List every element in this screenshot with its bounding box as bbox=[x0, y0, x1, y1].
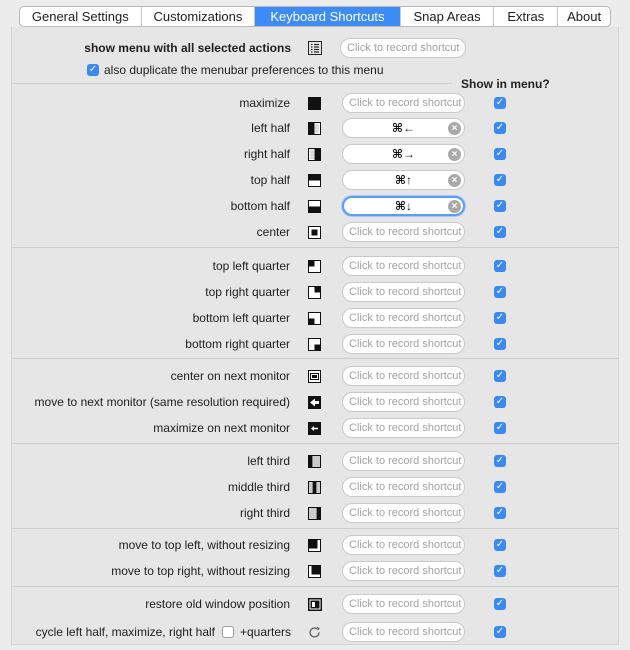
shortcut-row-move-to-top-right-without-resizing bbox=[0, 560, 630, 582]
left-third-icon bbox=[308, 455, 321, 468]
divider bbox=[12, 528, 618, 529]
shortcut-row-right-third bbox=[0, 502, 630, 524]
shortcut-keys: ⌘↓ bbox=[394, 199, 413, 213]
maximize-icon bbox=[308, 97, 321, 110]
show-in-menu-checkbox[interactable]: ✓ bbox=[495, 226, 505, 237]
action-label: left half bbox=[251, 121, 290, 135]
show-in-menu-checkbox[interactable]: ✓ bbox=[495, 481, 505, 492]
shortcut-field[interactable]: Click to record shortcut bbox=[342, 366, 465, 386]
shortcut-field[interactable]: Click to record shortcut bbox=[342, 477, 465, 497]
action-label: middle third bbox=[227, 480, 290, 494]
divider bbox=[12, 83, 452, 84]
shortcut-field-recorded[interactable] bbox=[342, 170, 465, 190]
show-in-menu-checkbox[interactable]: ✓ bbox=[495, 148, 505, 159]
right-half-icon bbox=[308, 148, 321, 161]
action-label: top half bbox=[250, 173, 290, 187]
shortcut-row-right-half bbox=[0, 143, 630, 165]
show-in-menu-checkbox[interactable]: ✓ bbox=[495, 174, 505, 185]
shortcut-keys: ⌘→ bbox=[391, 147, 416, 161]
divider bbox=[12, 247, 618, 248]
shortcut-row-bottom-half bbox=[0, 195, 630, 217]
left-half-icon bbox=[308, 122, 321, 135]
show-in-menu-header: Show in menu? bbox=[461, 77, 550, 91]
tab-general-settings[interactable]: General Settings bbox=[20, 7, 142, 26]
tab-about[interactable]: About bbox=[567, 9, 602, 24]
shortcut-field[interactable]: Click to record shortcut bbox=[342, 451, 465, 471]
shortcut-row-center bbox=[0, 221, 630, 243]
show-menu-row bbox=[0, 37, 630, 59]
quarters-checkbox[interactable] bbox=[222, 626, 234, 638]
shortcut-field[interactable]: Click to record shortcut bbox=[342, 418, 465, 438]
action-label: move to top right, without resizing bbox=[111, 564, 290, 578]
show-in-menu-checkbox[interactable]: ✓ bbox=[495, 200, 505, 211]
action-label: maximize on next monitor bbox=[153, 421, 290, 435]
show-in-menu-checkbox[interactable]: ✓ bbox=[495, 598, 505, 609]
action-label: center bbox=[256, 225, 290, 239]
middle-third-icon bbox=[308, 481, 321, 494]
divider bbox=[12, 443, 618, 444]
action-label: bottom left quarter bbox=[192, 311, 290, 325]
duplicate-checkbox[interactable]: ✓ bbox=[88, 64, 98, 75]
quarters-label: +quarters bbox=[240, 625, 292, 639]
shortcut-row-center-on-next-monitor bbox=[0, 365, 630, 387]
bottom-right-quarter-icon bbox=[308, 338, 321, 351]
shortcut-field[interactable]: Click to record shortcut bbox=[342, 93, 465, 113]
shortcut-field[interactable]: Click to record shortcut bbox=[342, 222, 465, 242]
shortcut-field[interactable]: Click to record shortcut bbox=[342, 535, 465, 555]
top-left-quarter-icon bbox=[308, 260, 321, 273]
shortcut-row-move-to-next-monitor-same-resolution-required bbox=[0, 391, 630, 413]
clear-shortcut-icon[interactable]: × bbox=[448, 148, 461, 161]
shortcut-field[interactable]: Click to record shortcut bbox=[342, 282, 465, 302]
tab-extras[interactable]: Extras bbox=[494, 7, 558, 26]
show-in-menu-checkbox[interactable]: ✓ bbox=[495, 455, 505, 466]
show-in-menu-checkbox[interactable]: ✓ bbox=[495, 626, 505, 637]
shortcut-keys: ⌘↑ bbox=[394, 173, 413, 187]
menu-list-icon bbox=[308, 41, 321, 54]
show-in-menu-checkbox[interactable]: ✓ bbox=[495, 97, 505, 108]
tab-snap-areas[interactable]: Snap Areas bbox=[401, 7, 495, 26]
right-third-icon bbox=[308, 507, 321, 520]
restore-position-icon bbox=[308, 598, 321, 611]
clear-shortcut-icon[interactable]: × bbox=[448, 200, 461, 213]
show-in-menu-checkbox[interactable]: ✓ bbox=[495, 565, 505, 576]
shortcut-field-recorded[interactable] bbox=[342, 196, 465, 216]
show-in-menu-checkbox[interactable]: ✓ bbox=[495, 396, 505, 407]
shortcut-row-top-left-quarter bbox=[0, 255, 630, 277]
action-label: right half bbox=[243, 147, 290, 161]
bottom-left-quarter-icon bbox=[308, 312, 321, 325]
move-next-monitor-icon bbox=[308, 396, 321, 409]
action-label: move to next monitor (same resolution required) bbox=[34, 395, 290, 409]
show-in-menu-checkbox[interactable]: ✓ bbox=[495, 539, 505, 550]
bottom-half-icon bbox=[308, 200, 321, 213]
show-in-menu-checkbox[interactable]: ✓ bbox=[495, 260, 505, 271]
action-label: top right quarter bbox=[205, 285, 290, 299]
shortcut-row-bottom-left-quarter bbox=[0, 307, 630, 329]
clear-shortcut-icon[interactable]: × bbox=[448, 122, 461, 135]
action-label: maximize bbox=[239, 96, 290, 110]
duplicate-label: also duplicate the menubar preferences to this menu bbox=[104, 63, 384, 77]
show-in-menu-checkbox[interactable]: ✓ bbox=[495, 370, 505, 381]
move-top-right-icon bbox=[308, 565, 321, 578]
divider bbox=[12, 586, 618, 587]
show-menu-shortcut-field[interactable]: Click to record shortcut bbox=[340, 38, 466, 58]
top-half-icon bbox=[308, 174, 321, 187]
move-top-left-icon bbox=[308, 539, 321, 552]
action-label: restore old window position bbox=[145, 597, 290, 611]
shortcut-row-maximize-on-next-monitor bbox=[0, 417, 630, 439]
shortcut-row-move-to-top-left-without-resizing bbox=[0, 534, 630, 556]
shortcut-field-recorded[interactable] bbox=[342, 144, 465, 164]
shortcut-row-cycle-left-half-maximize-right-half bbox=[0, 621, 630, 643]
action-label: cycle left half, maximize, right half bbox=[35, 625, 215, 639]
clear-shortcut-icon[interactable]: × bbox=[448, 174, 461, 187]
show-in-menu-checkbox[interactable]: ✓ bbox=[495, 122, 505, 133]
show-in-menu-checkbox[interactable]: ✓ bbox=[495, 338, 505, 349]
shortcut-row-left-third bbox=[0, 450, 630, 472]
shortcut-field-recorded[interactable] bbox=[342, 118, 465, 138]
shortcut-keys: ⌘← bbox=[391, 121, 416, 135]
shortcut-field[interactable]: Click to record shortcut bbox=[342, 256, 465, 276]
shortcut-row-maximize bbox=[0, 92, 630, 114]
shortcut-row-bottom-right-quarter bbox=[0, 333, 630, 355]
show-in-menu-checkbox[interactable]: ✓ bbox=[495, 286, 505, 297]
shortcut-field[interactable]: Click to record shortcut bbox=[342, 503, 465, 523]
shortcut-row-top-half bbox=[0, 169, 630, 191]
top-right-quarter-icon bbox=[308, 286, 321, 299]
shortcut-row-restore-old-window-position bbox=[0, 593, 630, 615]
cycle-icon bbox=[308, 626, 321, 639]
shortcut-field[interactable]: Click to record shortcut bbox=[342, 308, 465, 328]
show-in-menu-checkbox[interactable]: ✓ bbox=[495, 312, 505, 323]
shortcut-row-left-half bbox=[0, 117, 630, 139]
action-label: top left quarter bbox=[212, 259, 290, 273]
center-next-monitor-icon bbox=[308, 370, 321, 383]
action-label: bottom right quarter bbox=[185, 337, 290, 351]
show-menu-label: show menu with all selected actions bbox=[84, 41, 291, 55]
shortcut-field[interactable]: Click to record shortcut bbox=[342, 594, 465, 614]
divider bbox=[12, 358, 618, 359]
action-label: move to top left, without resizing bbox=[118, 538, 290, 552]
shortcut-row-top-right-quarter bbox=[0, 281, 630, 303]
tab-keyboard-shortcuts[interactable]: Keyboard Shortcuts bbox=[255, 7, 401, 26]
shortcut-field[interactable]: Click to record shortcut bbox=[342, 622, 465, 642]
action-label: left third bbox=[247, 454, 290, 468]
tab-customizations[interactable]: Customizations bbox=[142, 7, 256, 26]
shortcut-field[interactable]: Click to record shortcut bbox=[342, 392, 465, 412]
action-label: bottom half bbox=[230, 199, 290, 213]
action-label: center on next monitor bbox=[170, 369, 290, 383]
show-in-menu-checkbox[interactable]: ✓ bbox=[495, 422, 505, 433]
tab-bar bbox=[19, 6, 611, 27]
show-in-menu-checkbox[interactable]: ✓ bbox=[495, 507, 505, 518]
shortcut-row-middle-third bbox=[0, 476, 630, 498]
maximize-next-monitor-icon bbox=[308, 422, 321, 435]
shortcut-field[interactable]: Click to record shortcut bbox=[342, 561, 465, 581]
action-label: right third bbox=[239, 506, 290, 520]
center-icon bbox=[308, 226, 321, 239]
shortcut-field[interactable]: Click to record shortcut bbox=[342, 334, 465, 354]
